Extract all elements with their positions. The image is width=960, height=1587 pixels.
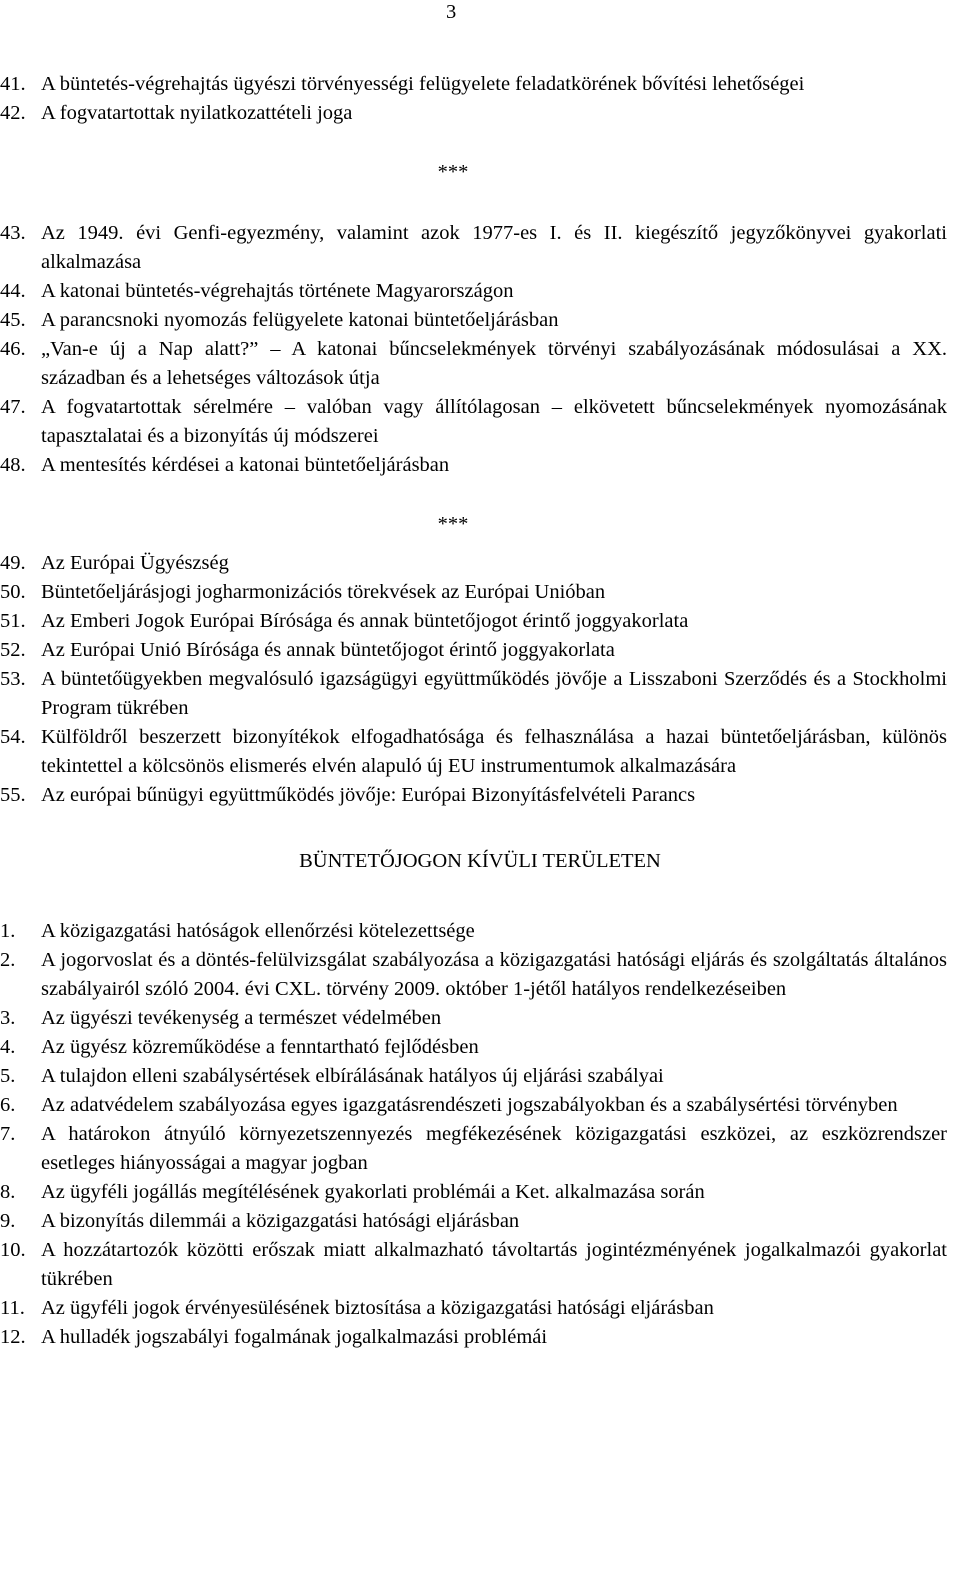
document-body	[0, 70, 960, 1352]
list-item	[0, 549, 947, 578]
section-heading: BÜNTETŐJOGON KÍVÜLI TERÜLETEN	[299, 850, 661, 872]
list-item-number: 8.	[0, 1181, 16, 1203]
topic-list-military	[0, 219, 960, 480]
list-item-text: Az ügyféli jogállás megítélésének gyakorlati problémái a Ket. alkalmazása során	[41, 1181, 705, 1203]
list-item-number: 46.	[0, 338, 26, 360]
list-item-number: 51.	[0, 610, 26, 632]
list-item-number: 47.	[0, 396, 26, 418]
list-item	[0, 1062, 947, 1091]
list-item-number: 6.	[0, 1094, 16, 1116]
list-item-number: 43.	[0, 222, 26, 244]
list-item	[0, 636, 947, 665]
list-item-number: 11.	[0, 1297, 25, 1319]
list-item	[0, 1323, 947, 1352]
list-item-number: 1.	[0, 920, 16, 942]
list-item	[0, 1091, 947, 1120]
topic-list-non-criminal	[0, 917, 960, 1352]
list-item-number: 9.	[0, 1210, 16, 1232]
list-item	[0, 665, 947, 723]
list-item-number: 2.	[0, 949, 16, 971]
list-item-number: 50.	[0, 581, 26, 603]
list-item-text: Az európai bűnügyi együttműködés jövője: Európai Bizonyításfelvételi Parancs	[41, 784, 696, 806]
list-item	[0, 1178, 947, 1207]
list-item-number: 44.	[0, 280, 26, 302]
list-item-text: A hozzátartozók közötti erőszak miatt alkalmazható távoltartás jogintézményének jogalkalmazói gyakorlat tükrében	[41, 1239, 947, 1290]
list-item-text: A hulladék jogszabályi fogalmának jogalkalmazási problémái	[41, 1326, 548, 1348]
topic-list-european	[0, 549, 960, 810]
list-item-number: 42.	[0, 102, 26, 124]
list-item	[0, 607, 947, 636]
list-item-text: Külföldről beszerzett bizonyítékok elfogadhatósága és felhasználása a hazai büntetőeljárásban, különös tekintettel a kölcsönös elismerés elvén alapuló új EU instrumentumok alkalmazására	[41, 726, 947, 777]
list-item-text: Az Európai Unió Bírósága és annak büntetőjogot érintő joggyakorlata	[41, 639, 615, 661]
list-item-number: 7.	[0, 1123, 16, 1145]
list-item-number: 10.	[0, 1239, 26, 1261]
list-item-text: Az Emberi Jogok Európai Bírósága és annak büntetőjogot érintő joggyakorlata	[41, 610, 689, 632]
list-item	[0, 1120, 947, 1178]
list-item	[0, 1004, 947, 1033]
list-item	[0, 578, 947, 607]
list-item-text: Az ügyész közreműködése a fenntartható fejlődésben	[41, 1036, 479, 1058]
section-separator: ***	[437, 161, 469, 183]
list-item	[0, 1033, 947, 1062]
list-item	[0, 219, 947, 277]
list-item-text: A határokon átnyúló környezetszennyezés megfékezésének közigazgatási eszközei, az eszközrendszer esetleges hiányosságai a magyar jogban	[41, 1123, 947, 1174]
list-item-number: 48.	[0, 454, 26, 476]
list-item-text: A katonai büntetés-végrehajtás története Magyarországon	[41, 280, 514, 302]
list-item-text: A mentesítés kérdései a katonai büntetőeljárásban	[41, 454, 450, 476]
list-item	[0, 393, 947, 451]
list-item-text: A bizonyítás dilemmái a közigazgatási hatósági eljárásban	[41, 1210, 520, 1232]
list-item	[0, 946, 947, 1004]
list-item-text: A fogvatartottak nyilatkozattételi joga	[41, 102, 353, 124]
list-item	[0, 1294, 947, 1323]
list-item-number: 54.	[0, 726, 26, 748]
list-item-text: Az ügyféli jogok érvényesülésének biztosítása a közigazgatási hatósági eljárásban	[41, 1297, 714, 1319]
list-item	[0, 70, 947, 99]
list-item-text: Az adatvédelem szabályozása egyes igazgatásrendészeti jogszabályokban és a szabálysértési törvényben	[41, 1094, 898, 1116]
list-item-text: A fogvatartottak sérelmére – valóban vagy állítólagosan – elkövetett bűncselekmények nyomozásának tapasztalatai és a bizonyítás új módszerei	[41, 396, 947, 447]
list-item	[0, 451, 947, 480]
page-number: 3	[446, 1, 457, 23]
list-item-number: 12.	[0, 1326, 26, 1348]
list-item-text: A büntetőügyekben megvalósuló igazságügyi együttműködés jövője a Lisszaboni Szerződés és a Stockholmi Program tükrében	[41, 668, 947, 719]
list-item-text: Büntetőeljárásjogi jogharmonizációs törekvések az Európai Unióban	[41, 581, 606, 603]
list-item-number: 53.	[0, 668, 26, 690]
topic-list-prison-supervision	[0, 70, 960, 128]
list-item	[0, 781, 947, 810]
list-item-number: 55.	[0, 784, 26, 806]
list-item	[0, 1236, 947, 1294]
list-item-number: 3.	[0, 1007, 16, 1029]
list-item-text: A tulajdon elleni szabálysértések elbírálásának hatályos új eljárási szabályai	[41, 1065, 664, 1087]
list-item-text: A büntetés-végrehajtás ügyészi törvényességi felügyelete feladatkörének bővítési lehetőségei	[41, 73, 805, 95]
list-item-number: 52.	[0, 639, 26, 661]
list-item-text: Az 1949. évi Genfi-egyezmény, valamint azok 1977-es I. és II. kiegészítő jegyzőkönyvei gyakorlati alkalmazása	[41, 222, 947, 273]
list-item	[0, 1207, 947, 1236]
list-item-text: A jogorvoslat és a döntés-felülvizsgálat szabályozása a közigazgatási hatósági eljárás és szolgáltatás általános szabályairól szóló 2004. évi CXL. törvény 2009. október 1-jétől hatályos rendelkezéseiben	[41, 949, 947, 1000]
list-item	[0, 306, 947, 335]
list-item	[0, 99, 947, 128]
list-item-number: 4.	[0, 1036, 16, 1058]
list-item-text: „Van-e új a Nap alatt?” – A katonai bűncselekmények törvényi szabályozásának módosulásai a XX. században és a lehetséges változások útja	[41, 338, 947, 389]
list-item-text: Az ügyészi tevékenység a természet védelmében	[41, 1007, 442, 1029]
list-item	[0, 917, 947, 946]
list-item-number: 49.	[0, 552, 26, 574]
list-item-text: A parancsnoki nyomozás felügyelete katonai büntetőeljárásban	[41, 309, 559, 331]
section-separator: ***	[437, 513, 469, 535]
list-item-number: 5.	[0, 1065, 16, 1087]
list-item	[0, 335, 947, 393]
list-item	[0, 277, 947, 306]
list-item-number: 45.	[0, 309, 26, 331]
list-item-text: A közigazgatási hatóságok ellenőrzési kötelezettsége	[41, 920, 475, 942]
list-item	[0, 723, 947, 781]
list-item-number: 41.	[0, 73, 26, 95]
list-item-text: Az Európai Ügyészség	[41, 552, 229, 574]
